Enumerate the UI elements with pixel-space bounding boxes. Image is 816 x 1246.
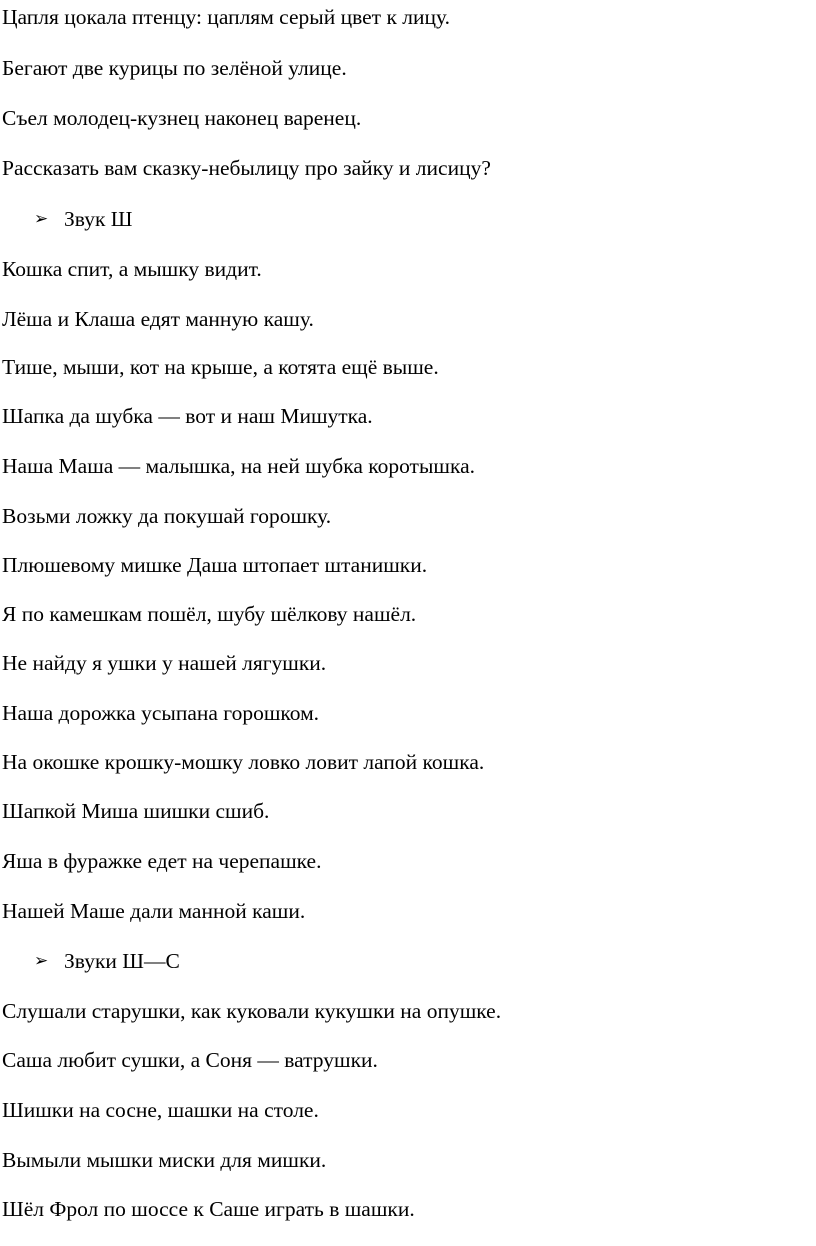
text-line: Наша Маша — малышка, на ней шубка коротышка. [2, 454, 475, 478]
arrow-bullet-icon: ➢ [34, 951, 49, 971]
section-heading-label: Звуки Ш—С [64, 949, 180, 973]
text-line: Рассказать вам сказку-небылицу про зайку и лисицу? [2, 156, 491, 180]
text-line: Слушали старушки, как куковали кукушки на опушке. [2, 999, 502, 1023]
text-line: Возьми ложку да покушай горошку. [2, 504, 332, 528]
text-line: На окошке крошку-мошку ловко ловит лапой кошка. [2, 750, 485, 774]
text-line: Вымыли мышки миски для мишки. [2, 1148, 327, 1172]
text-line: Нашей Маше дали манной каши. [2, 899, 306, 923]
text-line: Саша любит сушки, а Соня — ватрушки. [2, 1048, 378, 1072]
section-heading [34, 948, 180, 974]
text-line: Шапкой Миша шишки сшиб. [2, 799, 270, 823]
text-line: Бегают две курицы по зелёной улице. [2, 56, 347, 80]
text-line: Яша в фуражке едет на черепашке. [2, 849, 322, 873]
text-line: Наша дорожка усыпана горошком. [2, 701, 320, 725]
text-line: Плюшевому мишке Даша штопает штанишки. [2, 553, 428, 577]
text-line: Не найду я ушки у нашей лягушки. [2, 651, 327, 675]
arrow-bullet-icon: ➢ [34, 209, 49, 229]
text-line: Кошка спит, а мышку видит. [2, 257, 262, 281]
text-line: Шишки на сосне, шашки на столе. [2, 1098, 319, 1122]
text-line: Я по камешкам пошёл, шубу шёлкову нашёл. [2, 602, 417, 626]
text-line: Съел молодец-кузнец наконец варенец. [2, 106, 362, 130]
section-heading [34, 206, 132, 232]
text-line: Цапля цокала птенцу: цаплям серый цвет к лицу. [2, 5, 450, 29]
text-line: Лёша и Клаша едят манную кашу. [2, 307, 314, 331]
section-heading-label: Звук Ш [64, 207, 133, 231]
text-line: Шапка да шубка — вот и наш Мишутка. [2, 404, 373, 428]
text-line: Шёл Фрол по шоссе к Саше играть в шашки. [2, 1197, 415, 1221]
text-line: Тише, мыши, кот на крыше, а котята ещё выше. [2, 355, 439, 379]
